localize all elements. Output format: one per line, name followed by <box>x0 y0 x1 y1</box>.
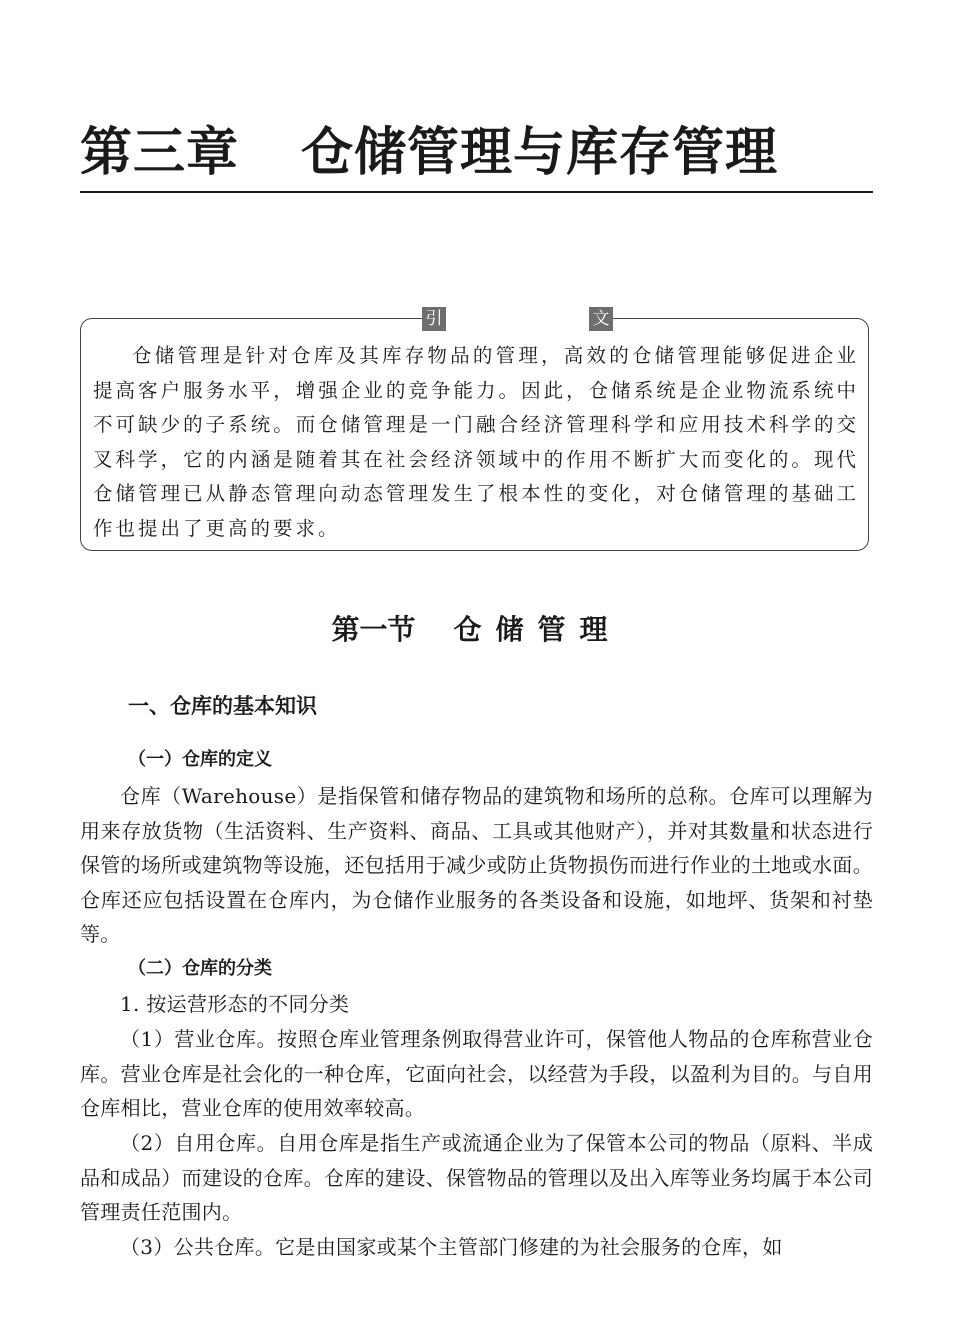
chapter-divider <box>80 191 873 193</box>
paragraph-warehouse-definition: 仓库（Warehouse）是指保管和储存物品的建筑物和场所的总称。仓库可以理解为用来存放货物（生活资料、生产资料、商品、工具或其他财产），并对其数量和状态进行保管的场所或建筑物等设施，还包括用于减少或防止货物损伤而进行作业的土地或水面。仓库还应包括设置在仓库内，为仓储作业服务的各类设备和设施，如地坪、货架和衬垫等。 <box>80 784 873 946</box>
chapter-name: 仓储管理与库存管理 <box>301 123 779 183</box>
heading-basic-knowledge: 一、仓库的基本知识 <box>128 694 317 718</box>
chapter-number: 第三章 <box>80 123 240 183</box>
intro-label-left: 引 <box>422 307 446 331</box>
section-number: 第一节 <box>331 613 416 646</box>
list-item-operation-form: 1. 按运营形态的不同分类 <box>120 992 350 1016</box>
intro-label <box>422 307 613 331</box>
chapter-title <box>80 118 778 188</box>
intro-text: 仓储管理是针对仓库及其库存物品的管理，高效的仓储管理能够促进企业提高客户服务水平，增强企业的竞争能力。因此，仓储系统是企业物流系统中不可缺少的子系统。而仓储管理是一门融合经济管理科学和应用技术科学的交叉科学，它的内涵是随着其在社会经济领域中的作用不断扩大而变化的。现代仓储管理已从静态管理向动态管理发生了根本性的变化，对仓储管理的基础工作也提出了更高的要求。 <box>93 344 859 540</box>
intro-box <box>80 309 869 551</box>
section-title <box>0 608 953 652</box>
paragraph-business-warehouse: （1）营业仓库。按照仓库业管理条例取得营业许可，保管他人物品的仓库称营业仓库。营业仓库是社会化的一种仓库，它面向社会，以经营为手段，以盈利为目的。与自用仓库相比，营业仓库的使用效率较高。 <box>80 1027 873 1120</box>
section-name: 仓储管理 <box>453 613 622 646</box>
intro-label-right: 文 <box>589 307 613 331</box>
heading-warehouse-classification: （二）仓库的分类 <box>128 958 272 979</box>
heading-warehouse-definition: （一）仓库的定义 <box>128 749 272 770</box>
paragraph-private-warehouse: （2）自用仓库。自用仓库是指生产或流通企业为了保管本公司的物品（原料、半成品和成品）而建设的仓库。仓库的建设、保管物品的管理以及出入库等业务均属于本公司管理责任范围内。 <box>80 1131 873 1224</box>
paragraph-public-warehouse: （3）公共仓库。它是由国家或某个主管部门修建的为社会服务的仓库，如 <box>120 1235 783 1259</box>
